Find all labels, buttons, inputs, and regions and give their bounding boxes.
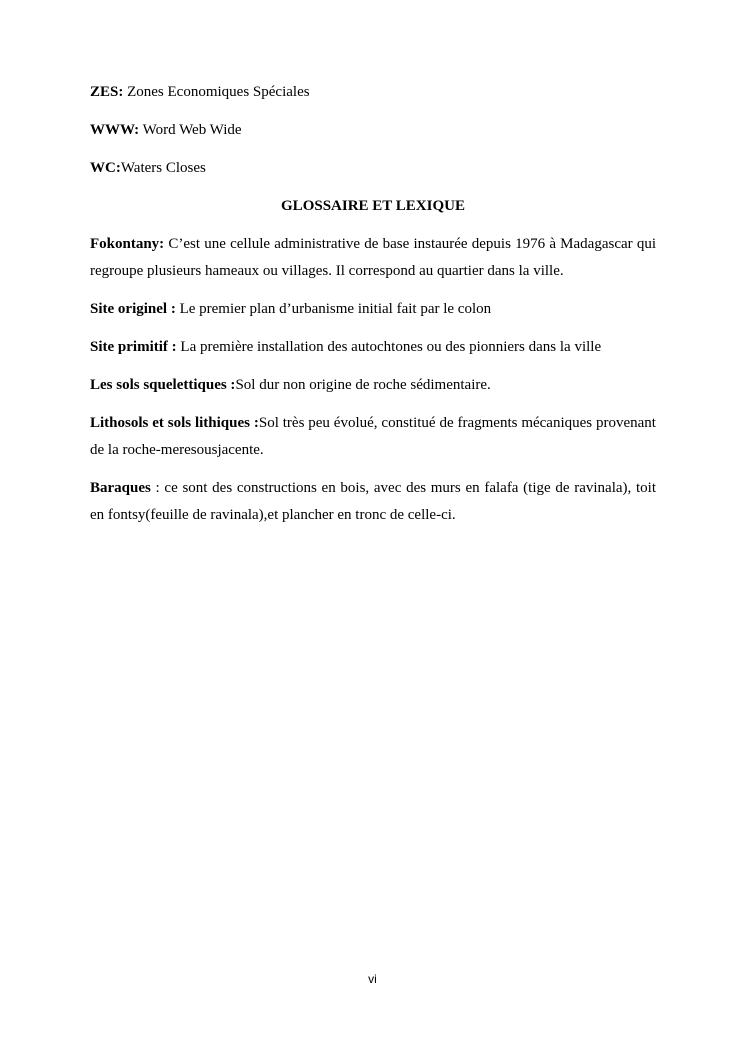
glossary-entry (90, 475, 656, 529)
glossary-definition: Le premier plan d’urbanisme initial fait par le colon (175, 301, 492, 317)
abbreviation-term: WWW: (90, 122, 140, 138)
abbreviation-definition: Word Web Wide (139, 122, 242, 138)
abbreviation-term: WC: (90, 160, 121, 176)
abbreviation-term: ZES: (90, 84, 124, 100)
page-content (90, 79, 656, 540)
abbreviation-item (90, 155, 656, 182)
section-heading: GLOSSAIRE ET LEXIQUE (281, 198, 465, 214)
glossary-term: Site primitif : (90, 339, 177, 355)
glossary-entry (90, 231, 656, 285)
glossary-term: Fokontany: (90, 236, 165, 252)
glossary-term: Baraques (90, 480, 151, 496)
page-number: vi (368, 972, 377, 986)
glossary-term: Lithosols et sols lithiques : (90, 415, 259, 431)
glossary-entry (90, 296, 656, 323)
glossary-entry (90, 334, 656, 361)
glossary-term: Les sols squelettiques : (90, 377, 236, 393)
glossary-definition: Sol dur non origine de roche sédimentaire. (235, 377, 491, 393)
glossary-definition: : ce sont des constructions en bois, avec des murs en falafa (tige de ravinala), toit en fontsy(feuille de ravinala),et plancher en tronc de celle-ci. (90, 480, 656, 523)
abbreviation-definition: Zones Economiques Spéciales (123, 84, 310, 100)
glossary-entry (90, 372, 656, 399)
glossary-definition: La première installation des autochtones ou des pionniers dans la ville (176, 339, 602, 355)
glossary-term: Site originel : (90, 301, 176, 317)
abbreviation-item (90, 117, 656, 144)
glossary-definition: Sol très peu évolué, constitué de fragments mécaniques provenant de la roche-meresousjacente. (90, 415, 656, 458)
glossary-entry (90, 410, 656, 464)
glossary-definition: C’est une cellule administrative de base instaurée depuis 1976 à Madagascar qui regroupe plusieurs hameaux ou villages. Il correspond au quartier dans la ville. (90, 236, 656, 279)
abbreviation-definition: Waters Closes (120, 160, 206, 176)
abbreviation-item (90, 79, 656, 106)
